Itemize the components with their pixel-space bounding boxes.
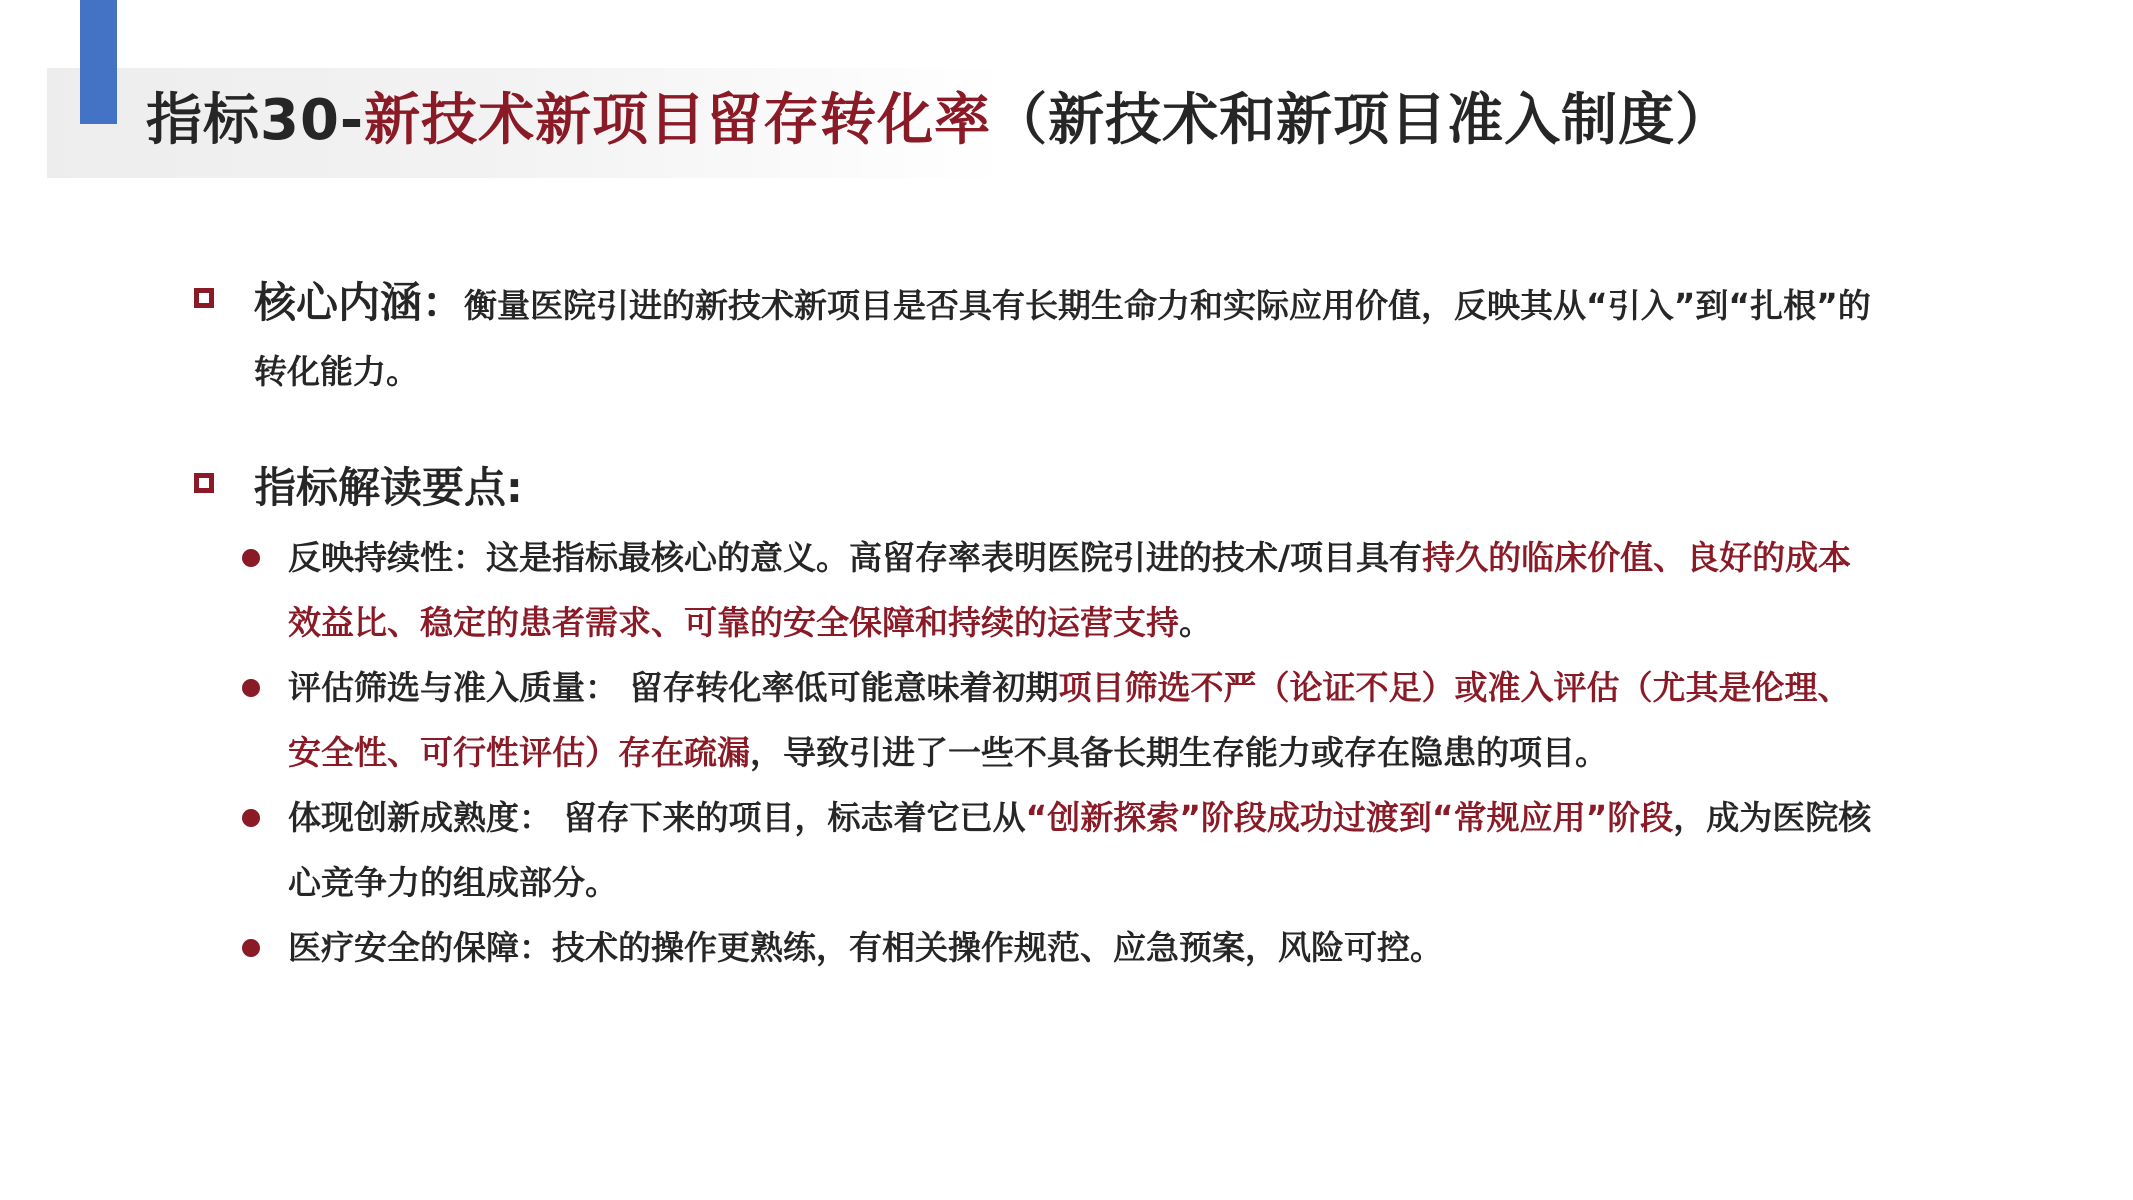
item-text-a: 这是指标最核心的意义。高留存率表明医院引进的技术/项目具有 [486, 538, 1423, 577]
bullet-dot-icon [242, 939, 260, 957]
title-highlight: 新技术新项目留存转化率 [364, 88, 992, 153]
item-text-a: 留存转化率低可能意味着初期 [618, 668, 1059, 707]
points-heading: 指标解读要点: [254, 463, 523, 512]
core-section [194, 270, 1874, 405]
list-item [194, 655, 1878, 785]
item-label: 医疗安全的保障： [288, 928, 552, 967]
item-text-a: 留存下来的项目，标志着它已从 [552, 798, 1026, 837]
item-text-a: 技术的操作更熟练，有相关操作规范、应急预案，风险可控。 [552, 928, 1443, 967]
item-label: 评估筛选与准入质量： [288, 668, 618, 707]
item-highlight: “创新探索”阶段成功过渡到“常规应用”阶段 [1025, 798, 1674, 837]
item-label: 反映持续性： [288, 538, 486, 577]
list-item [194, 525, 1878, 655]
item-highlight: 项目筛选不严（论证不足）或准入评估（尤其是伦理、安全性、可行性评估）存在疏漏 [288, 668, 1851, 772]
core-text: 衡量医院引进的新技术新项目是否具有长期生命力和实际应用价值，反映其从“引入”到“扎根”的转化能力。 [254, 286, 1871, 391]
list-item [194, 785, 1878, 915]
points-list [194, 525, 1874, 980]
core-body [254, 270, 1874, 405]
item-text-b: ，成为医院核心竞争力的组成部分。 [288, 798, 1872, 902]
list-item [194, 915, 1878, 980]
bullet-dot-icon [242, 679, 260, 697]
item-highlight: 持久的临床价值、良好的成本效益比、稳定的患者需求、可靠的安全保障和持续的运营支持 [288, 538, 1852, 642]
item-text-b: 。 [1179, 603, 1212, 642]
title-suffix: （新技术和新项目准入制度） [991, 88, 1733, 153]
item-label: 体现创新成熟度： [288, 798, 552, 837]
title-prefix: 指标30- [146, 88, 365, 153]
item-text-b: ，导致引进了一些不具备长期生存能力或存在隐患的项目。 [750, 733, 1608, 772]
page-title [146, 86, 1732, 156]
bullet-dot-icon [242, 549, 260, 567]
points-section [194, 455, 1874, 980]
bullet-dot-icon [242, 809, 260, 827]
square-bullet-icon [194, 473, 214, 493]
square-bullet-icon [194, 288, 214, 308]
core-label: 核心内涵： [254, 278, 465, 327]
accent-bar [80, 0, 117, 124]
